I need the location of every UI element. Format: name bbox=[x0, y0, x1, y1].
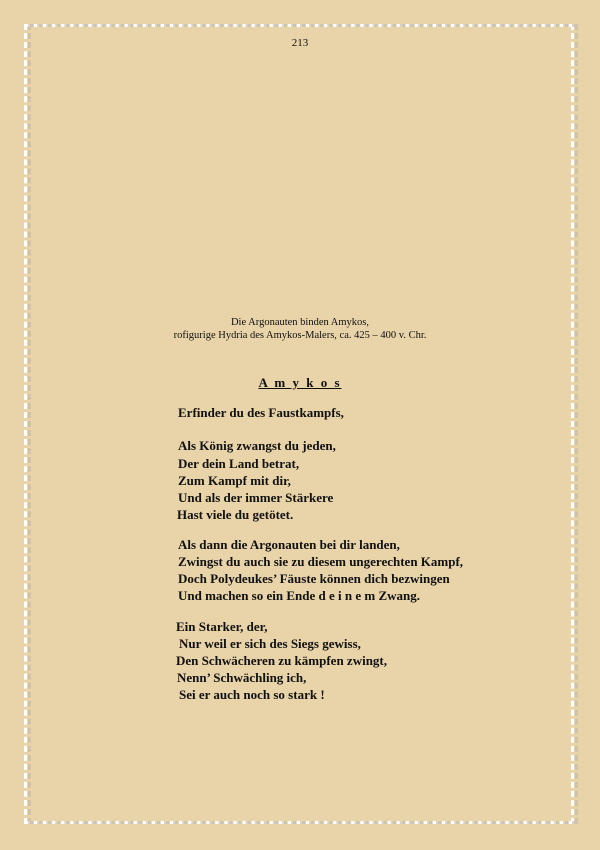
poem-intro-line: Erfinder du des Faustkampfs, bbox=[178, 405, 344, 420]
caption-line-2: rofigurige Hydria des Amykos-Malers, ca. 425 – 400 v. Chr. bbox=[173, 330, 427, 341]
stanza1-line: Hast viele du getötet. bbox=[177, 507, 294, 522]
stanza3-line: Den Schwächeren zu kämpfen zwingt, bbox=[176, 653, 388, 668]
stanza1-line: Als König zwangst du jeden, bbox=[178, 438, 336, 453]
page-border bbox=[24, 24, 574, 824]
stanza3-line: Nur weil er sich des Siegs gewiss, bbox=[179, 636, 361, 651]
stanza3-line: Nenn’ Schwächling ich, bbox=[177, 670, 307, 685]
caption-line-1: Die Argonauten binden Amykos, bbox=[230, 317, 370, 328]
stanza3-line: Sei er auch noch so stark ! bbox=[179, 687, 325, 702]
stanza1-line: Und als der immer Stärkere bbox=[178, 490, 334, 505]
stanza3-line: Ein Starker, der, bbox=[176, 619, 268, 634]
stanza1-line: Zum Kampf mit dir, bbox=[178, 473, 291, 488]
stanza2-line: Und machen so ein Ende d e i n e m Zwang. bbox=[178, 588, 420, 603]
poem-title: A m y k o s bbox=[258, 375, 342, 390]
stanza2-line: Doch Polydeukes’ Fäuste können dich bezwingen bbox=[178, 571, 450, 586]
stanza1-line: Der dein Land betrat, bbox=[178, 456, 300, 471]
page-number: 213 bbox=[291, 37, 309, 49]
stanza2-line: Als dann die Argonauten bei dir landen, bbox=[178, 537, 400, 552]
stanza2-line: Zwingst du auch sie zu diesem ungerechten Kampf, bbox=[178, 554, 464, 569]
image-caption bbox=[0, 316, 600, 342]
